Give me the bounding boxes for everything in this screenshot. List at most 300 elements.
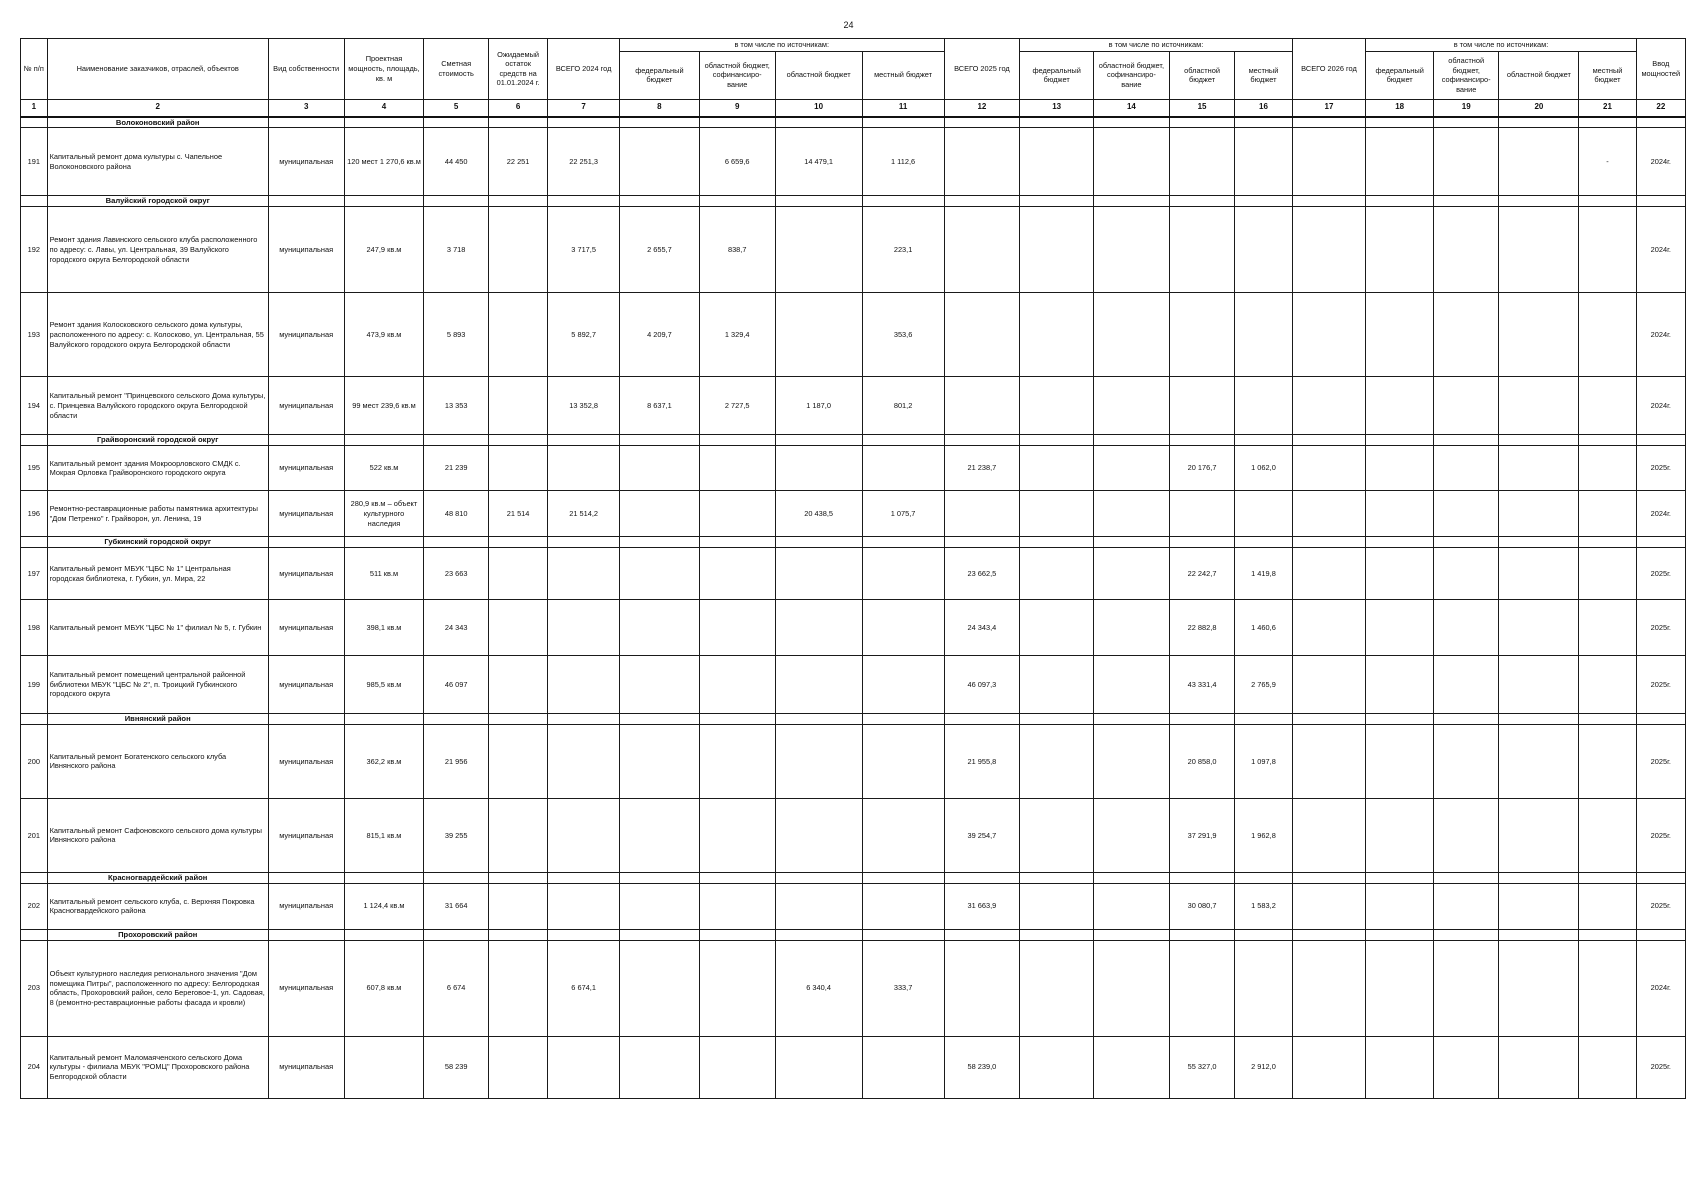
total-2024 — [548, 724, 620, 798]
regional-co-2025 — [1094, 724, 1170, 798]
section-empty-cell — [344, 196, 424, 207]
section-empty-cell — [862, 929, 944, 940]
total-2026 — [1292, 883, 1366, 929]
section-empty-cell — [1020, 714, 1094, 725]
ownership: муниципальная — [268, 293, 344, 377]
section-empty-cell — [488, 537, 547, 548]
total-2024: 3 717,5 — [548, 207, 620, 293]
column-number: 9 — [699, 99, 775, 117]
estimated-cost: 23 663 — [424, 548, 489, 600]
regional-2024 — [775, 1036, 862, 1098]
total-2024 — [548, 798, 620, 872]
header-number: № п/п — [21, 39, 48, 100]
row-number: 203 — [21, 940, 48, 1036]
regional-2026 — [1499, 207, 1579, 293]
section-empty-cell — [619, 714, 699, 725]
object-name: Капитальный ремонт дома культуры с. Чапельное Волоконовского района — [47, 128, 268, 196]
total-2024: 13 352,8 — [548, 377, 620, 435]
section-row — [21, 117, 1686, 128]
section-empty-cell — [1579, 537, 1636, 548]
section-empty-cell — [1235, 929, 1292, 940]
regional-co-2025 — [1094, 600, 1170, 656]
expected-balance — [488, 207, 547, 293]
column-number: 7 — [548, 99, 620, 117]
table-row — [21, 548, 1686, 600]
federal-2024 — [619, 798, 699, 872]
total-2026 — [1292, 207, 1366, 293]
federal-2026 — [1366, 207, 1434, 293]
capacity: 473,9 кв.м — [344, 293, 424, 377]
header-estimated-cost: Сметная стоимость — [424, 39, 489, 100]
section-empty-cell — [944, 196, 1020, 207]
section-empty-cell — [944, 117, 1020, 128]
estimated-cost: 39 255 — [424, 798, 489, 872]
total-2026 — [1292, 656, 1366, 714]
capacity: 247,9 кв.м — [344, 207, 424, 293]
expected-balance — [488, 883, 547, 929]
total-2026 — [1292, 798, 1366, 872]
expected-balance — [488, 1036, 547, 1098]
federal-2025 — [1020, 207, 1094, 293]
federal-2026 — [1366, 724, 1434, 798]
section-row — [21, 872, 1686, 883]
total-2024 — [548, 1036, 620, 1098]
object-name: Капитальный ремонт Маломаяченского сельского Дома культуры - филиала МБУК "РОМЦ" Прохоровского района Белгородской области — [47, 1036, 268, 1098]
ownership: муниципальная — [268, 377, 344, 435]
section-empty-cell — [424, 929, 489, 940]
column-number: 17 — [1292, 99, 1366, 117]
federal-2026 — [1366, 446, 1434, 491]
commissioning-year: 2024г. — [1636, 293, 1685, 377]
regional-2025 — [1169, 207, 1235, 293]
section-empty-cell — [1094, 196, 1170, 207]
section-empty-cell — [775, 117, 862, 128]
federal-2025 — [1020, 1036, 1094, 1098]
section-row — [21, 196, 1686, 207]
section-empty-cell — [1579, 929, 1636, 940]
section-empty-cell — [1020, 872, 1094, 883]
regional-co-2025 — [1094, 798, 1170, 872]
section-empty-cell — [1169, 714, 1235, 725]
object-name: Ремонт здания Лавинского сельского клуба расположенного по адресу: с. Лавы, ул. Центральная, 39 Валуйского городского округа Белгородской области — [47, 207, 268, 293]
section-empty-cell — [1433, 872, 1499, 883]
regional-2026 — [1499, 377, 1579, 435]
section-empty-cell — [1579, 714, 1636, 725]
federal-2025 — [1020, 446, 1094, 491]
header-regional-2025: областной бюджет — [1169, 51, 1235, 99]
regional-2026 — [1499, 883, 1579, 929]
object-name: Капитальный ремонт помещений центральной районной библиотеки МБУК "ЦБС № 2", п. Троицкий Губкинского городского округа — [47, 656, 268, 714]
section-empty-cell — [548, 714, 620, 725]
federal-2025 — [1020, 883, 1094, 929]
section-empty-cell — [488, 929, 547, 940]
total-2024 — [548, 446, 620, 491]
local-2024 — [862, 1036, 944, 1098]
total-2024: 22 251,3 — [548, 128, 620, 196]
section-empty-cell — [619, 196, 699, 207]
total-2026 — [1292, 724, 1366, 798]
section-empty-cell — [1499, 929, 1579, 940]
header-total-2026: ВСЕГО 2026 год — [1292, 39, 1366, 100]
federal-2024: 2 655,7 — [619, 207, 699, 293]
expected-balance — [488, 600, 547, 656]
federal-2024 — [619, 1036, 699, 1098]
total-2026 — [1292, 940, 1366, 1036]
section-empty-cell — [1020, 537, 1094, 548]
regional-co-2024 — [699, 600, 775, 656]
regional-co-2025 — [1094, 940, 1170, 1036]
object-name: Объект культурного наследия регионального значения "Дом помещика Питры", расположенного по адресу: Белгородская область, Прохоровский район, село Береговое-1, ул. Садовая, 8 (ремонтно-реставрационные работы фасада и кровли) — [47, 940, 268, 1036]
section-empty-cell — [944, 872, 1020, 883]
section-empty-cell — [344, 872, 424, 883]
section-empty-cell — [344, 929, 424, 940]
ownership: муниципальная — [268, 128, 344, 196]
column-number: 14 — [1094, 99, 1170, 117]
regional-2025: 22 882,8 — [1169, 600, 1235, 656]
ownership: муниципальная — [268, 883, 344, 929]
section-empty-cell — [619, 435, 699, 446]
expected-balance — [488, 940, 547, 1036]
total-2026 — [1292, 548, 1366, 600]
section-empty-cell — [1579, 196, 1636, 207]
section-title: Грайворонский городской округ — [47, 435, 268, 446]
row-number: 197 — [21, 548, 48, 600]
local-2024: 801,2 — [862, 377, 944, 435]
section-empty-cell — [344, 117, 424, 128]
capacity: 1 124,4 кв.м — [344, 883, 424, 929]
regional-2024 — [775, 724, 862, 798]
regional-co-2024: 838,7 — [699, 207, 775, 293]
column-number: 3 — [268, 99, 344, 117]
regional-co-2025 — [1094, 548, 1170, 600]
regional-co-2024 — [699, 1036, 775, 1098]
section-empty-cell — [1094, 435, 1170, 446]
ownership: муниципальная — [268, 446, 344, 491]
capacity — [344, 1036, 424, 1098]
regional-2024 — [775, 600, 862, 656]
table-row — [21, 128, 1686, 196]
regional-co-2025 — [1094, 656, 1170, 714]
section-empty-cell — [1636, 537, 1685, 548]
section-empty-cell — [862, 537, 944, 548]
section-empty-cell — [1020, 435, 1094, 446]
header-federal-2024: федеральный бюджет — [619, 51, 699, 99]
expected-balance — [488, 656, 547, 714]
regional-2024 — [775, 207, 862, 293]
section-empty-cell — [344, 435, 424, 446]
estimated-cost: 31 664 — [424, 883, 489, 929]
federal-2026 — [1366, 600, 1434, 656]
local-2024 — [862, 548, 944, 600]
header-expected-balance: Ожидаемый остаток средств на 01.01.2024 г. — [488, 39, 547, 100]
regional-co-2026 — [1433, 293, 1499, 377]
section-empty-cell — [944, 929, 1020, 940]
commissioning-year: 2025г. — [1636, 446, 1685, 491]
federal-2026 — [1366, 798, 1434, 872]
section-title: Прохоровский район — [47, 929, 268, 940]
section-empty-cell — [488, 435, 547, 446]
total-2024 — [548, 883, 620, 929]
column-number: 16 — [1235, 99, 1292, 117]
total-2024 — [548, 600, 620, 656]
federal-2025 — [1020, 128, 1094, 196]
section-empty-cell — [1235, 117, 1292, 128]
local-2024 — [862, 883, 944, 929]
expected-balance — [488, 293, 547, 377]
federal-2025 — [1020, 940, 1094, 1036]
column-number: 15 — [1169, 99, 1235, 117]
header-sources-2026: в том числе по источникам: — [1366, 39, 1636, 52]
section-empty-cell — [1292, 435, 1366, 446]
section-empty-cell — [1094, 117, 1170, 128]
section-empty-cell — [1094, 872, 1170, 883]
federal-2025 — [1020, 491, 1094, 537]
regional-2025 — [1169, 293, 1235, 377]
total-2025 — [944, 377, 1020, 435]
estimated-cost: 24 343 — [424, 600, 489, 656]
section-row — [21, 435, 1686, 446]
local-2026 — [1579, 1036, 1636, 1098]
total-2024: 6 674,1 — [548, 940, 620, 1036]
regional-co-2026 — [1433, 548, 1499, 600]
object-name: Капитальный ремонт МБУК "ЦБС № 1" Центральная городская библиотека, г. Губкин, ул. Мира, 22 — [47, 548, 268, 600]
local-2024 — [862, 724, 944, 798]
regional-2026 — [1499, 446, 1579, 491]
regional-2024 — [775, 656, 862, 714]
section-empty-cell — [619, 537, 699, 548]
section-empty-cell — [699, 929, 775, 940]
column-number: 2 — [47, 99, 268, 117]
capacity: 99 мест 239,6 кв.м — [344, 377, 424, 435]
regional-2024: 14 479,1 — [775, 128, 862, 196]
expected-balance — [488, 377, 547, 435]
section-empty-cell — [1433, 435, 1499, 446]
total-2026 — [1292, 491, 1366, 537]
regional-co-2025 — [1094, 207, 1170, 293]
section-empty-cell — [1020, 117, 1094, 128]
section-empty-cell — [21, 714, 48, 725]
section-empty-cell — [1292, 537, 1366, 548]
section-empty-cell — [268, 435, 344, 446]
column-number: 11 — [862, 99, 944, 117]
regional-co-2026 — [1433, 798, 1499, 872]
ownership: муниципальная — [268, 600, 344, 656]
local-2025: 1 419,8 — [1235, 548, 1292, 600]
section-empty-cell — [775, 714, 862, 725]
ownership: муниципальная — [268, 548, 344, 600]
regional-2024: 1 187,0 — [775, 377, 862, 435]
local-2026 — [1579, 548, 1636, 600]
regional-co-2024 — [699, 724, 775, 798]
section-empty-cell — [548, 872, 620, 883]
header-regional-2024: областной бюджет — [775, 51, 862, 99]
object-name: Капитальный ремонт Сафоновского сельского дома культуры Ивнянского района — [47, 798, 268, 872]
local-2026 — [1579, 798, 1636, 872]
table-row — [21, 491, 1686, 537]
section-empty-cell — [1169, 872, 1235, 883]
regional-co-2026 — [1433, 128, 1499, 196]
header-local-2024: местный бюджет — [862, 51, 944, 99]
regional-co-2025 — [1094, 128, 1170, 196]
total-2025: 24 343,4 — [944, 600, 1020, 656]
commissioning-year: 2024г. — [1636, 377, 1685, 435]
section-empty-cell — [1292, 929, 1366, 940]
page-number: 24 — [843, 20, 854, 30]
regional-co-2026 — [1433, 446, 1499, 491]
federal-2024: 8 637,1 — [619, 377, 699, 435]
regional-2026 — [1499, 293, 1579, 377]
section-empty-cell — [548, 929, 620, 940]
section-empty-cell — [1292, 196, 1366, 207]
regional-2025 — [1169, 491, 1235, 537]
ownership: муниципальная — [268, 656, 344, 714]
regional-co-2025 — [1094, 377, 1170, 435]
local-2024: 1 075,7 — [862, 491, 944, 537]
regional-2026 — [1499, 491, 1579, 537]
object-name: Капитальный ремонт "Принцевского сельского Дома культуры, с. Принцевка Валуйского городского округа Белгородской области — [47, 377, 268, 435]
regional-2025: 20 858,0 — [1169, 724, 1235, 798]
federal-2024 — [619, 724, 699, 798]
section-empty-cell — [1292, 714, 1366, 725]
federal-2025 — [1020, 293, 1094, 377]
local-2026 — [1579, 446, 1636, 491]
federal-2026 — [1366, 940, 1434, 1036]
section-empty-cell — [21, 435, 48, 446]
federal-2025 — [1020, 724, 1094, 798]
commissioning-year: 2024г. — [1636, 940, 1685, 1036]
regional-co-2025 — [1094, 293, 1170, 377]
regional-2026 — [1499, 656, 1579, 714]
table-row — [21, 207, 1686, 293]
header-capacity: Проектная мощность, площадь, кв. м — [344, 39, 424, 100]
section-empty-cell — [1499, 196, 1579, 207]
federal-2024 — [619, 446, 699, 491]
column-number: 20 — [1499, 99, 1579, 117]
capacity: 522 кв.м — [344, 446, 424, 491]
regional-2025: 22 242,7 — [1169, 548, 1235, 600]
capacity: 120 мест 1 270,6 кв.м — [344, 128, 424, 196]
row-number: 194 — [21, 377, 48, 435]
section-empty-cell — [1366, 117, 1434, 128]
total-2024: 5 892,7 — [548, 293, 620, 377]
object-name: Капитальный ремонт Богатенского сельского клуба Ивнянского района — [47, 724, 268, 798]
total-2025: 58 239,0 — [944, 1036, 1020, 1098]
section-empty-cell — [1433, 714, 1499, 725]
section-empty-cell — [1366, 196, 1434, 207]
regional-2025: 30 080,7 — [1169, 883, 1235, 929]
total-2026 — [1292, 600, 1366, 656]
total-2025 — [944, 293, 1020, 377]
local-2025: 2 765,9 — [1235, 656, 1292, 714]
section-empty-cell — [268, 537, 344, 548]
regional-co-2026 — [1433, 656, 1499, 714]
section-empty-cell — [21, 537, 48, 548]
regional-2025: 55 327,0 — [1169, 1036, 1235, 1098]
commissioning-year: 2024г. — [1636, 491, 1685, 537]
section-empty-cell — [1366, 714, 1434, 725]
section-empty-cell — [548, 435, 620, 446]
header-regional-2026: областной бюджет — [1499, 51, 1579, 99]
section-empty-cell — [424, 872, 489, 883]
local-2024 — [862, 600, 944, 656]
regional-2025 — [1169, 128, 1235, 196]
table-row — [21, 377, 1686, 435]
regional-co-2026 — [1433, 600, 1499, 656]
regional-co-2024 — [699, 656, 775, 714]
expected-balance — [488, 548, 547, 600]
section-empty-cell — [1636, 117, 1685, 128]
object-name: Капитальный ремонт сельского клуба, с. Верхняя Покровка Красногвардейского района — [47, 883, 268, 929]
regional-2026 — [1499, 548, 1579, 600]
local-2026 — [1579, 600, 1636, 656]
section-empty-cell — [1499, 435, 1579, 446]
commissioning-year: 2025г. — [1636, 656, 1685, 714]
section-empty-cell — [1579, 117, 1636, 128]
federal-2026 — [1366, 656, 1434, 714]
local-2026: - — [1579, 128, 1636, 196]
regional-co-2024: 6 659,6 — [699, 128, 775, 196]
section-empty-cell — [1169, 929, 1235, 940]
section-empty-cell — [548, 117, 620, 128]
local-2026 — [1579, 940, 1636, 1036]
regional-2024 — [775, 548, 862, 600]
estimated-cost: 58 239 — [424, 1036, 489, 1098]
section-empty-cell — [699, 196, 775, 207]
local-2024 — [862, 656, 944, 714]
total-2025: 39 254,7 — [944, 798, 1020, 872]
section-empty-cell — [775, 929, 862, 940]
regional-2024 — [775, 446, 862, 491]
section-empty-cell — [1433, 929, 1499, 940]
column-numbers-row — [21, 99, 1686, 117]
row-number: 204 — [21, 1036, 48, 1098]
ownership: муниципальная — [268, 798, 344, 872]
section-empty-cell — [1636, 196, 1685, 207]
section-empty-cell — [1169, 435, 1235, 446]
regional-co-2026 — [1433, 377, 1499, 435]
local-2026 — [1579, 207, 1636, 293]
section-empty-cell — [1636, 435, 1685, 446]
local-2026 — [1579, 883, 1636, 929]
federal-2026 — [1366, 377, 1434, 435]
section-empty-cell — [944, 714, 1020, 725]
regional-co-2025 — [1094, 446, 1170, 491]
section-empty-cell — [1235, 872, 1292, 883]
row-number: 191 — [21, 128, 48, 196]
federal-2024 — [619, 128, 699, 196]
ownership: муниципальная — [268, 1036, 344, 1098]
section-empty-cell — [1499, 872, 1579, 883]
header-total-2025: ВСЕГО 2025 год — [944, 39, 1020, 100]
table-body — [21, 99, 1686, 1098]
ownership: муниципальная — [268, 940, 344, 1036]
regional-co-2025 — [1094, 1036, 1170, 1098]
local-2024: 353,6 — [862, 293, 944, 377]
expected-balance: 21 514 — [488, 491, 547, 537]
local-2025 — [1235, 940, 1292, 1036]
regional-co-2024 — [699, 446, 775, 491]
total-2025: 31 663,9 — [944, 883, 1020, 929]
section-empty-cell — [1636, 929, 1685, 940]
total-2026 — [1292, 377, 1366, 435]
federal-2024 — [619, 883, 699, 929]
estimated-cost: 3 718 — [424, 207, 489, 293]
table-row — [21, 293, 1686, 377]
row-number: 198 — [21, 600, 48, 656]
total-2025: 46 097,3 — [944, 656, 1020, 714]
regional-co-2026 — [1433, 724, 1499, 798]
object-name: Капитальный ремонт МБУК "ЦБС № 1" филиал № 5, г. Губкин — [47, 600, 268, 656]
